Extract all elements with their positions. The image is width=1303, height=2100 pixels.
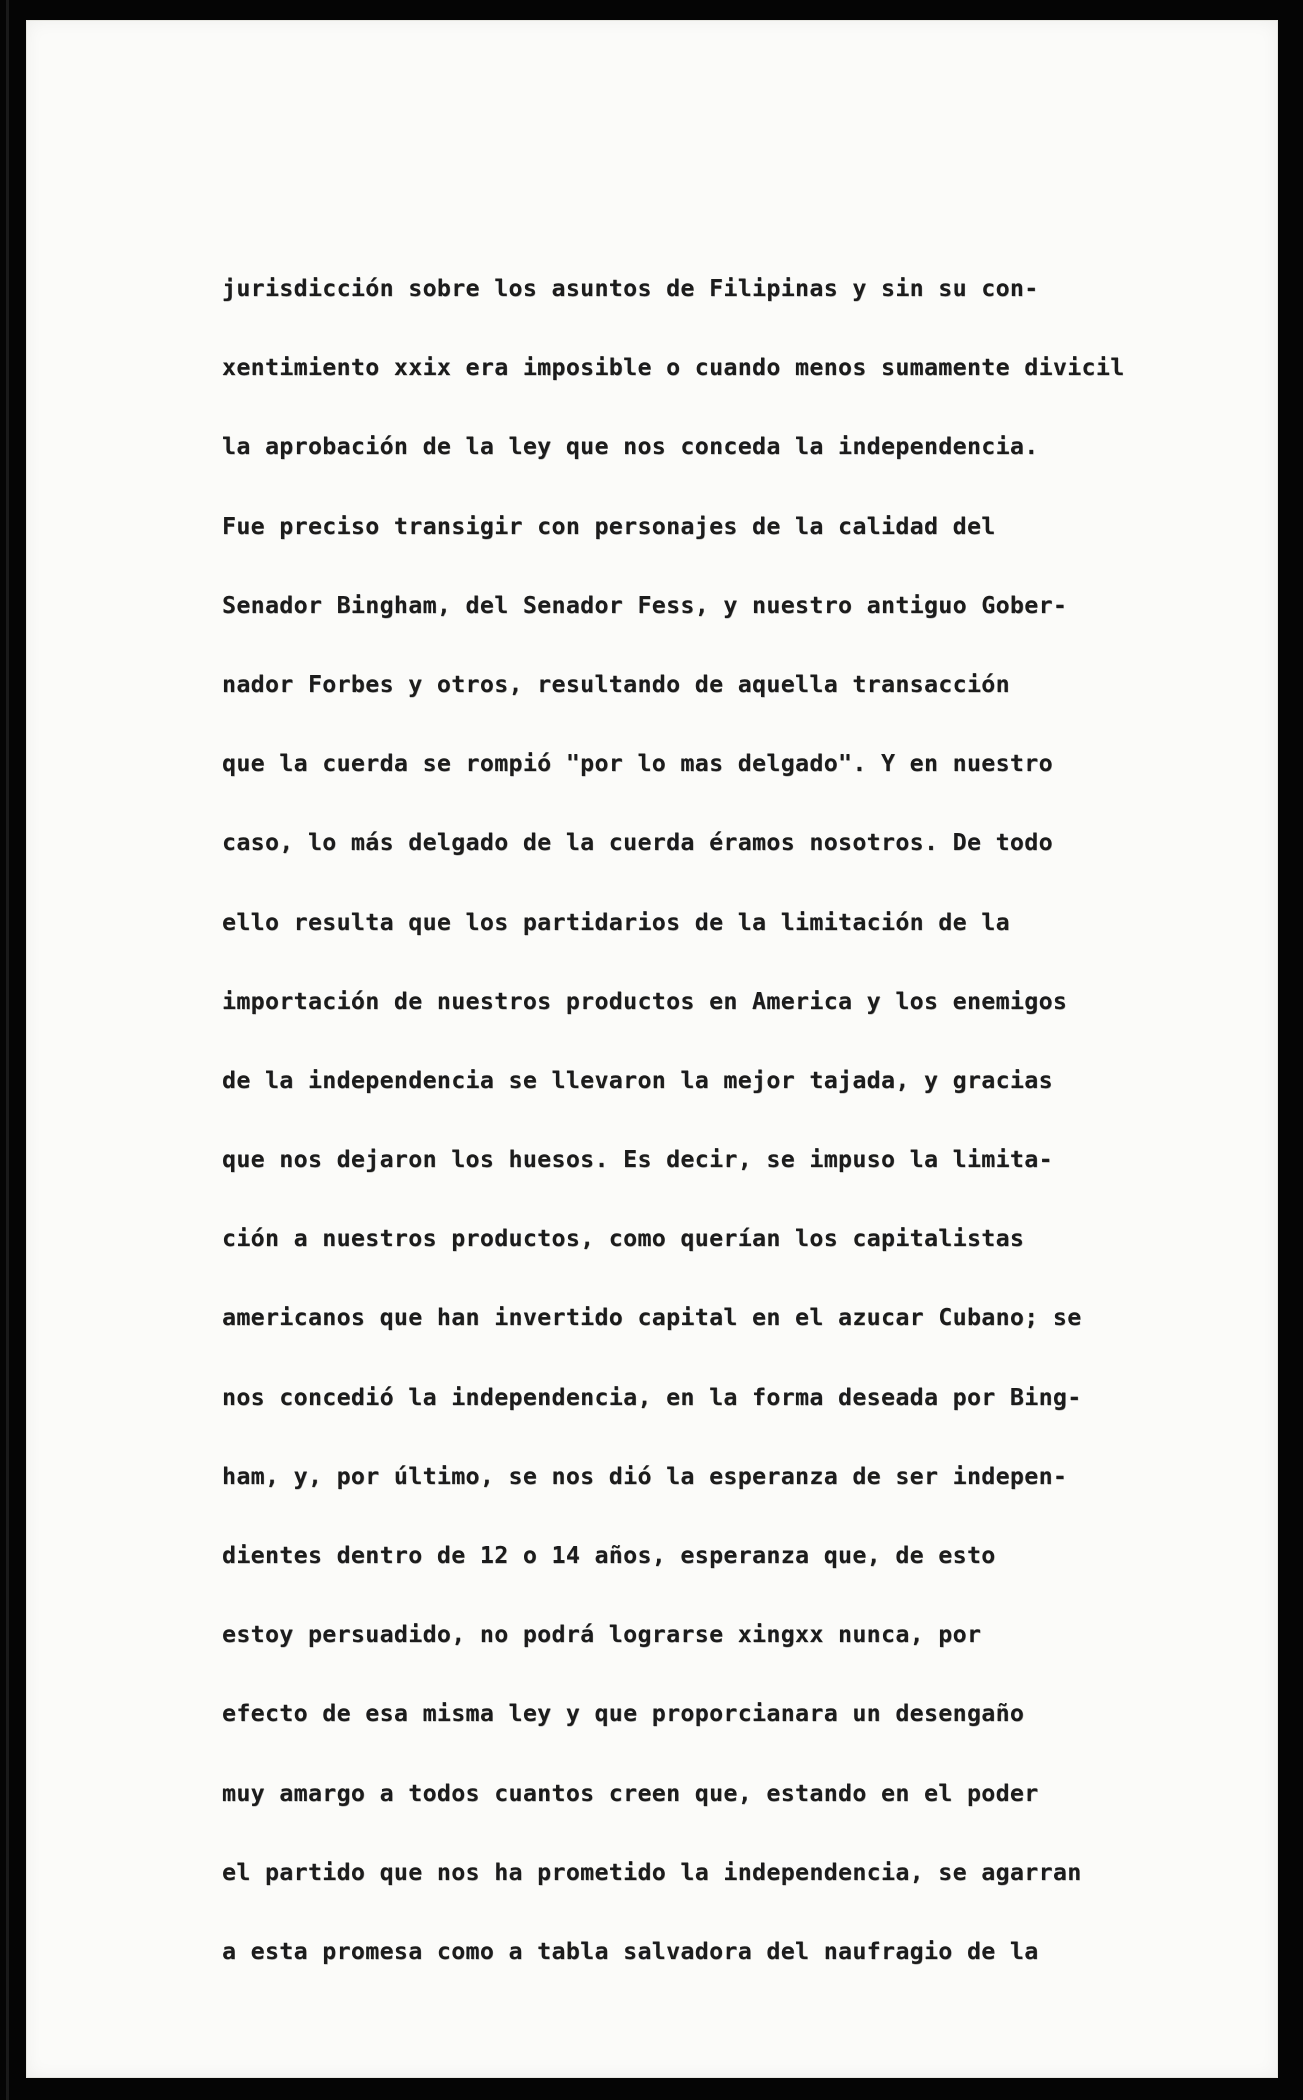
text-line: que nos dejaron los huesos. Es decir, se impuso la limita- [222,1146,1053,1174]
text-line: Fue preciso transigir con personajes de la calidad del [222,512,996,540]
text-line: americanos que han invertido capital en el azucar Cubano; se [222,1304,1082,1332]
text-line: caso, lo más delgado de la cuerda éramos nosotros. De todo [222,829,1053,857]
text-line: el partido que nos ha prometido la independencia, se agarran [222,1858,1082,1886]
text-line: nos concedió la independencia, en la forma deseada por Bing- [222,1383,1082,1411]
text-line: ción a nuestros productos, como querían los capitalistas [222,1225,1025,1253]
text-line: jurisdicción sobre los asuntos de Filipinas y sin su con- [222,275,1039,302]
text-line: efecto de esa misma ley y que proporcianara un desengaño [222,1700,1025,1728]
text-line: xentimiento xxix era imposible o cuando menos sumamente divicil [222,354,1125,382]
body-text [222,268,1252,2010]
text-line: estoy persuadido, no podrá lograrse xingxx nunca, por [222,1621,982,1649]
text-line: la aprobación de la ley que nos conceda la independencia. [222,433,1039,461]
text-line: ello resulta que los partidarios de la limitación de la [222,908,1010,936]
text-line: Senador Bingham, del Senador Fess, y nuestro antiguo Gober- [222,591,1068,619]
text-line: dientes dentro de 12 o 14 años, esperanza que, de esto [222,1542,996,1569]
scan-edge-mark [6,0,9,2100]
text-line: ham, y, por último, se nos dió la esperanza de ser indepen- [222,1462,1068,1490]
text-line: importación de nuestros productos en America y los enemigos [222,987,1068,1015]
text-line: de la independencia se llevaron la mejor tajada, y gracias [222,1066,1053,1094]
text-line: muy amargo a todos cuantos creen que, estando en el poder [222,1779,1039,1807]
text-line: nador Forbes y otros, resultando de aquella transacción [222,670,1010,698]
text-line: que la cuerda se rompió "por lo mas delgado". Y en nuestro [222,750,1053,778]
text-line: a esta promesa como a tabla salvadora del naufragio de la [222,1937,1039,1965]
